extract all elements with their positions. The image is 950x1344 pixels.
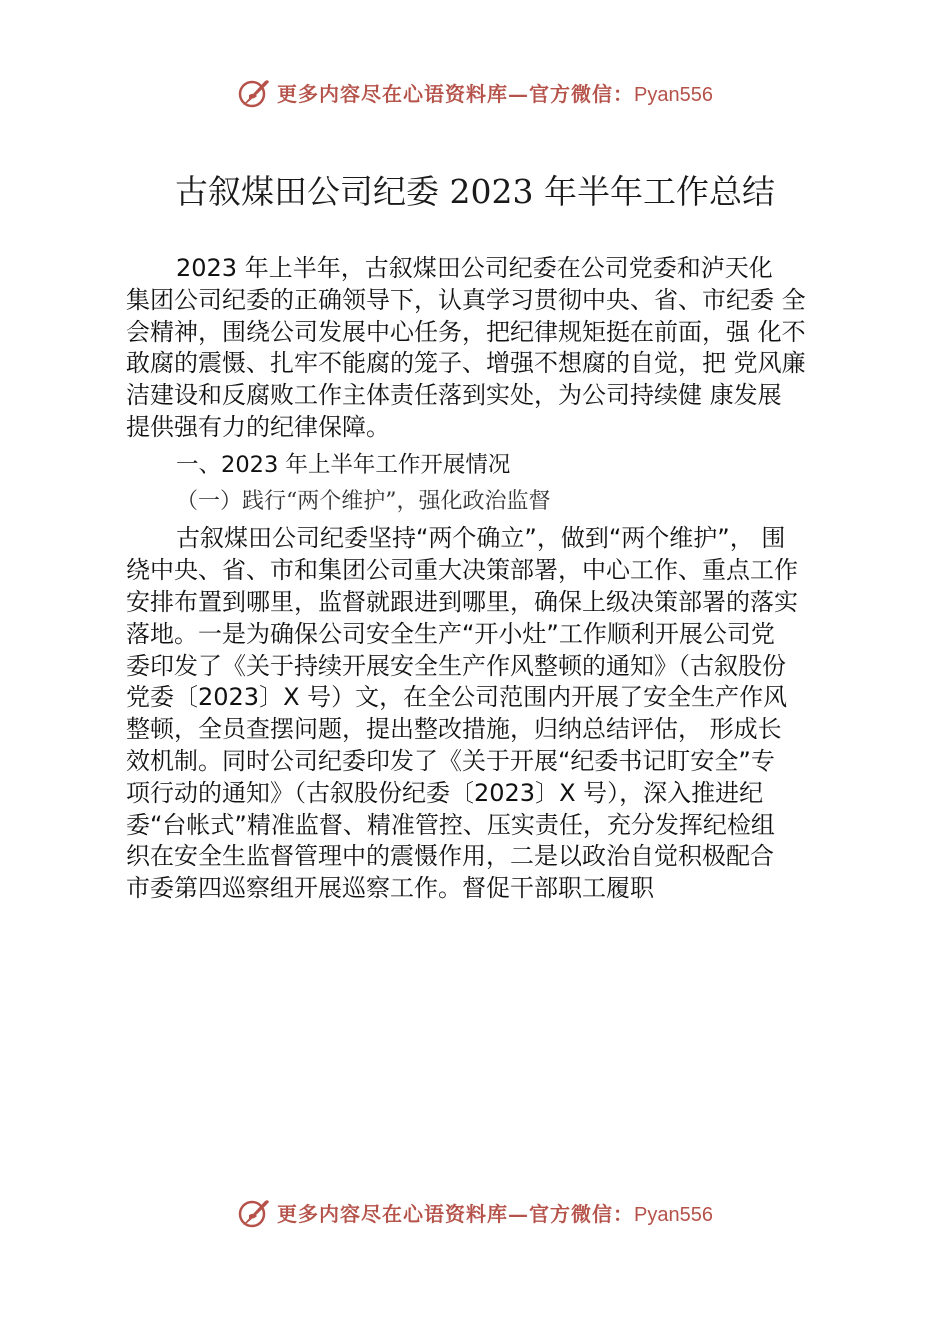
document-title: 古叙煤田公司纪委 2023 年半年工作总结: [175, 172, 775, 211]
text-line: 项行动的通知》（古叙股份纪委〔2023〕X 号），深入推进纪: [126, 778, 764, 807]
section-heading: 一、2023 年上半年工作开展情况: [176, 451, 511, 478]
watermark-wechat-id: Pyan556: [634, 1203, 713, 1226]
text-line: 绕中央、省、市和集团公司重大决策部署，中心工作、重点工作: [126, 556, 798, 585]
text-line: 敢腐的震慑、扎牢不能腐的笼子、增强不想腐的自觉，把 党风廉: [126, 349, 806, 378]
watermark-text: 更多内容尽在心语资料库—官方微信：Pyan556: [277, 81, 713, 106]
document-body: [126, 253, 836, 905]
paragraph-political-supervision: [126, 523, 836, 905]
text-line: 效机制。同时公司纪委印发了《关于开展“纪委书记盯安全”专: [126, 746, 775, 775]
header-watermark: [0, 72, 950, 112]
watermark-wechat-id: Pyan556: [634, 83, 713, 106]
text-line: 2023 年上半年，古叙煤田公司纪委在公司党委和泸天化: [176, 254, 773, 282]
text-line: 集团公司纪委的正确领导下，认真学习贯彻中央、省、市纪委 全: [126, 285, 806, 314]
text-line: 提供强有力的纪律保障。: [126, 412, 390, 441]
text-line: 洁建设和反腐败工作主体责任落到实处，为公司持续健 康发展: [126, 381, 782, 410]
text-line: 党委〔2023〕X 号）文，在全公司范围内开展了安全生产作风: [126, 683, 788, 712]
paragraph-intro: [126, 253, 836, 444]
watermark-text: 更多内容尽在心语资料库—官方微信：Pyan556: [277, 1201, 713, 1226]
text-line: 安排布置到哪里，监督就跟进到哪里，确保上级决策部署的落实: [126, 587, 798, 616]
footer-watermark: [0, 1192, 950, 1232]
text-line: 古叙煤田公司纪委坚持“两个确立”，做到“两个维护”， 围: [176, 524, 786, 553]
text-line: 市委第四巡察组开展巡察工作。督促干部职工履职: [126, 874, 654, 903]
text-line: 整顿，全员查摆问题，提出整改措施，归纳总结评估， 形成长: [126, 715, 782, 744]
quill-logo-icon: [237, 75, 271, 109]
subsection-heading: （一）践行“两个维护”，强化政治监督: [176, 488, 551, 514]
text-line: 落地。一是为确保公司安全生产“开小灶”工作顺利开展公司党: [126, 619, 775, 648]
text-line: 委印发了《关于持续开展安全生产作风整顿的通知》（古叙股份: [126, 651, 786, 680]
quill-logo-icon: [237, 1195, 271, 1229]
text-line: 会精神，围绕公司发展中心任务，把纪律规矩挺在前面，强 化不: [126, 317, 806, 346]
text-line: 织在安全生监督管理中的震慑作用，二是以政治自觉积极配合: [126, 842, 774, 871]
text-line: 委“台帐式”精准监督、精准管控、压实责任，充分发挥纪检组: [126, 810, 775, 839]
